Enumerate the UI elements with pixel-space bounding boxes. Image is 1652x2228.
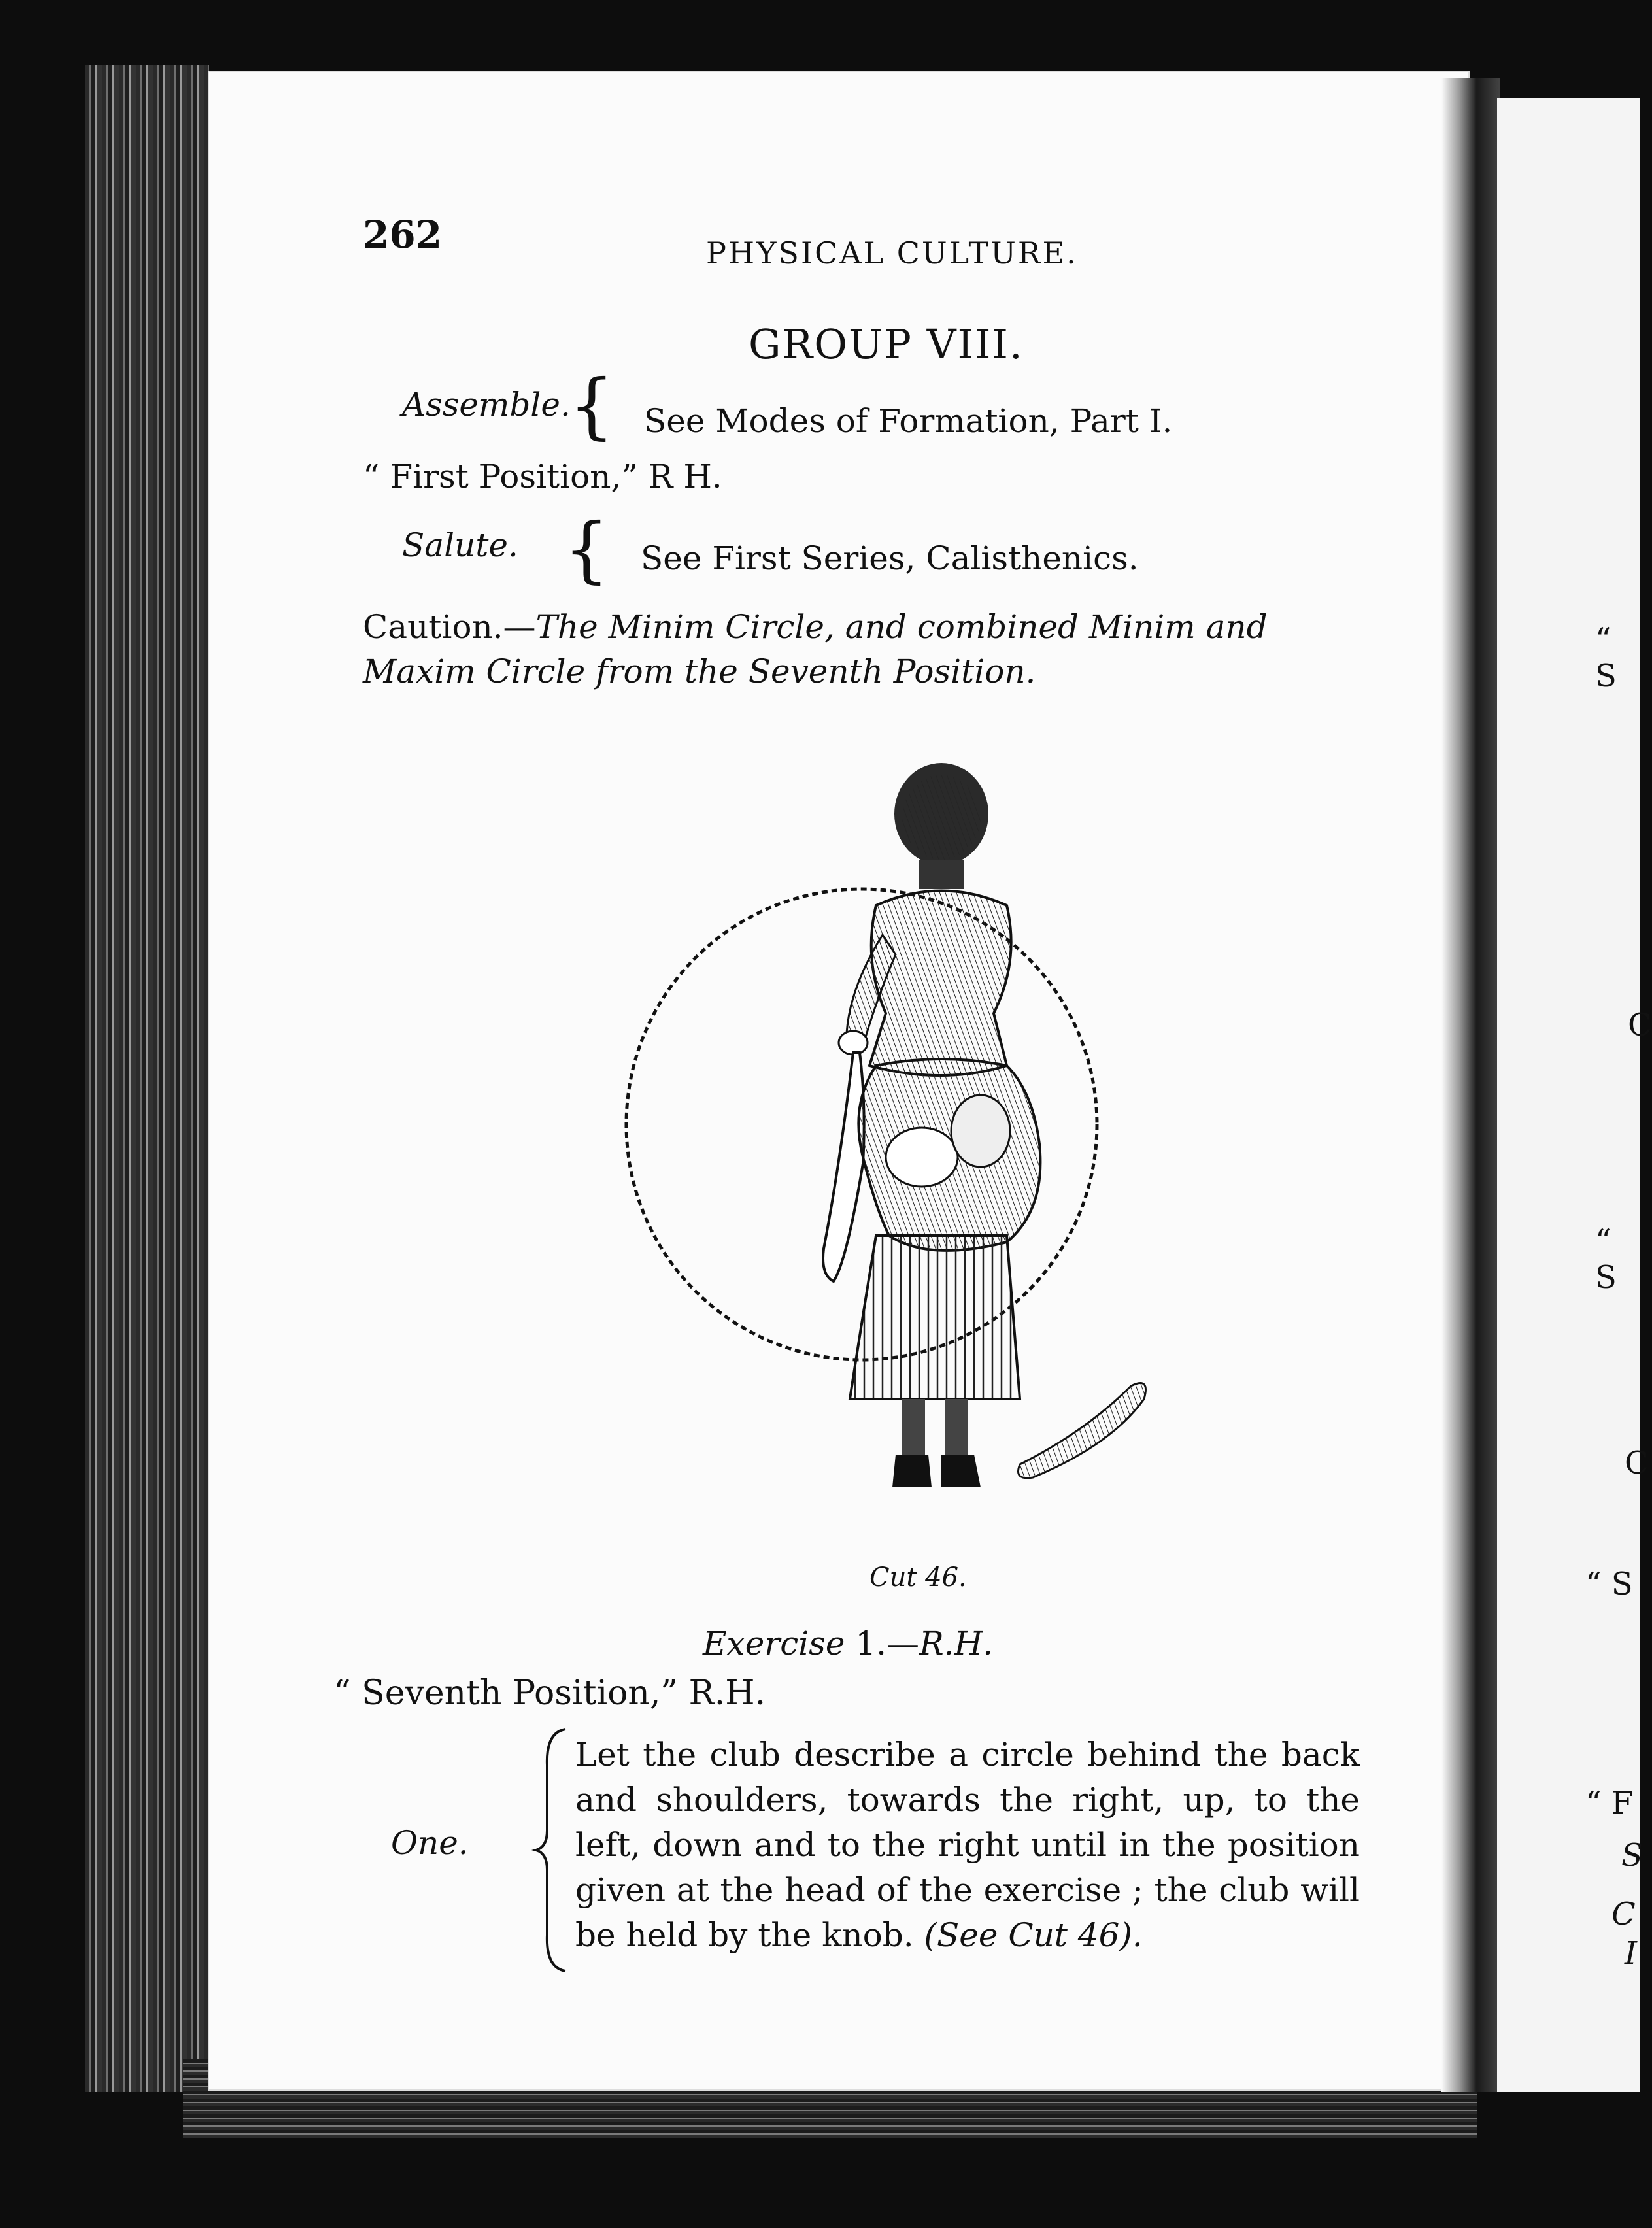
exercise-heading <box>703 1625 993 1663</box>
assemble-text: See Modes of Formation, Part I. <box>644 402 1173 440</box>
instructions-reference: (See Cut 46). <box>924 1916 1143 1954</box>
salute-text: See First Series, Calisthenics. <box>641 539 1139 577</box>
book-gutter <box>1441 78 1500 2092</box>
caution-paragraph <box>363 605 1383 694</box>
running-head: PHYSICAL CULTURE. <box>706 235 1078 271</box>
facing-fragment: “ F <box>1585 1785 1634 1821</box>
facing-fragment: C <box>1628 1007 1652 1043</box>
assemble-brace: { <box>569 363 615 447</box>
seventh-position: “ Seventh Position,” R.H. <box>333 1674 766 1713</box>
exercise-number: 1.— <box>855 1625 920 1663</box>
salute-brace: { <box>564 507 609 591</box>
facing-fragment: S <box>1621 1837 1643 1874</box>
salute-label: Salute. <box>402 526 518 564</box>
instructions-text: Let the club describe a circle behind the back and shoulders, towards the right, up, to the left, down and to the right until in the position given at the head of the exercise ; the club will be held by the knob. <box>575 1736 1360 1954</box>
book-spine <box>85 65 209 2092</box>
facing-page <box>1497 98 1652 2092</box>
exercise-instructions <box>575 1732 1360 1958</box>
facing-fragment: C <box>1625 1445 1649 1481</box>
club-exercise-illustration <box>588 739 1144 1562</box>
page-number: 262 <box>363 212 443 257</box>
caution-text: The Minim Circle, and combined Minim and Maxim Circle from the Seventh Position. <box>363 608 1268 690</box>
exercise-hand: R.H. <box>919 1625 994 1663</box>
group-title: GROUP VIII. <box>749 320 1024 368</box>
facing-fragment: “ S <box>1595 1223 1617 1296</box>
first-position: “ First Position,” R H. <box>363 458 722 496</box>
facing-fragment: C <box>1611 1896 1636 1933</box>
exercise-label: Exercise <box>703 1625 845 1663</box>
assemble-label: Assemble. <box>402 386 571 424</box>
caution-prefix: Caution.— <box>363 608 536 646</box>
facing-fragment: “ S <box>1595 621 1617 694</box>
large-brace <box>533 1726 572 1974</box>
cut-caption: Cut 46. <box>869 1562 967 1593</box>
facing-fragment: I <box>1625 1935 1637 1972</box>
one-label: One. <box>391 1824 469 1862</box>
facing-fragment: “ S <box>1585 1566 1633 1602</box>
